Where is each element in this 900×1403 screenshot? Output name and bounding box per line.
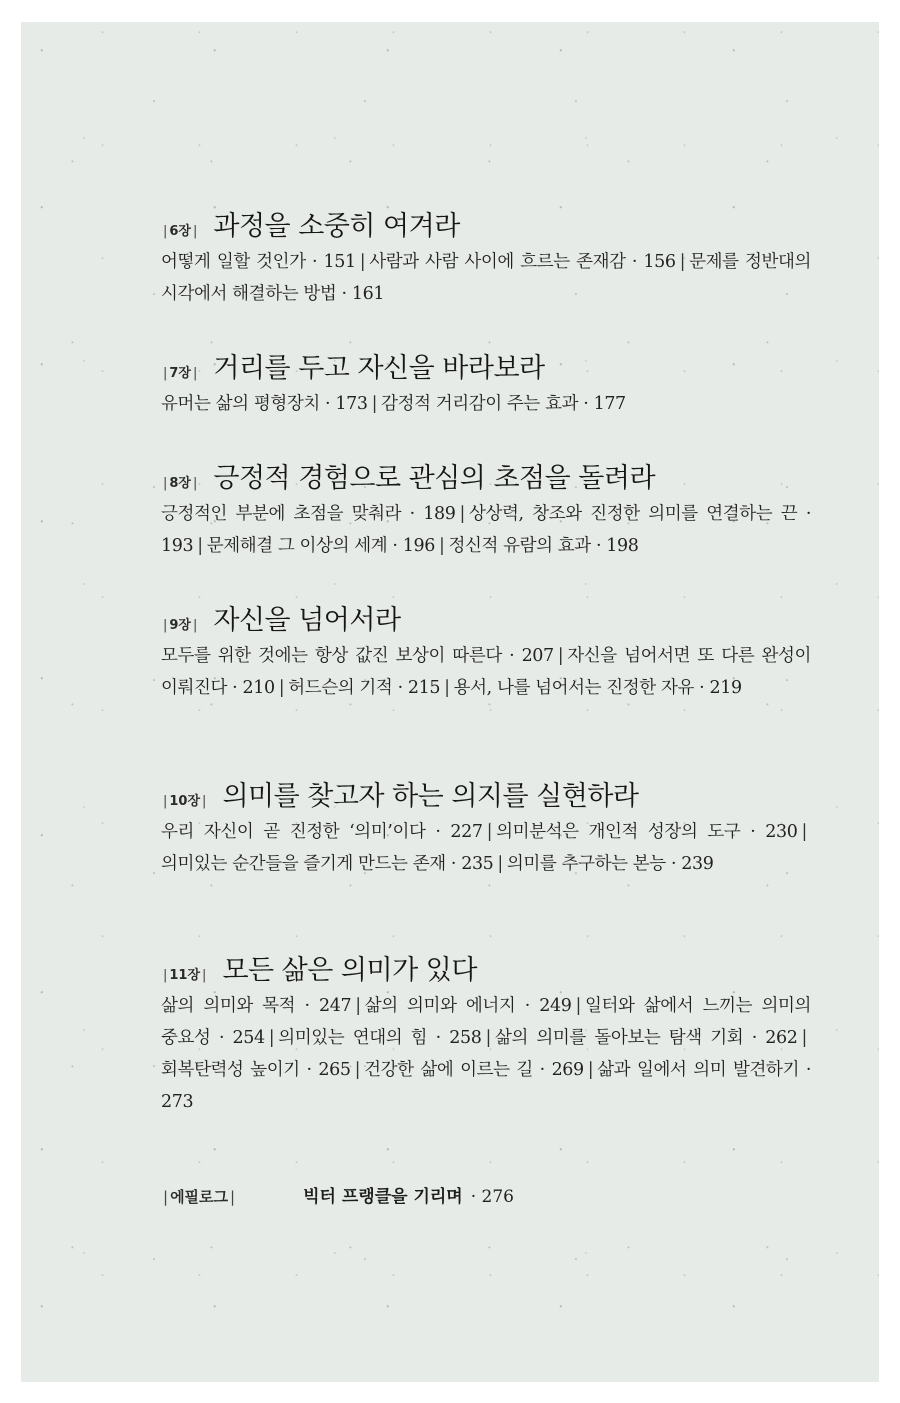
toc-entry[interactable]: 의미를 추구하는 본능 · 239 — [506, 854, 714, 874]
toc-entry[interactable]: 문제를 정반대의 시각에서 해결하는 방법 · 161 — [161, 252, 811, 304]
chapter-label: | 9장 | — [163, 618, 198, 633]
toc-entry[interactable]: 자신을 넘어서면 또 다른 완성이 이뤄진다 · 210 — [161, 646, 812, 698]
chapter-entries — [161, 498, 811, 562]
chapter-heading — [161, 774, 811, 814]
separator: | — [557, 646, 564, 666]
toc-entry[interactable]: 긍정적인 부분에 초점을 맞춰라 · 189 — [161, 504, 456, 524]
separator: | — [355, 996, 361, 1016]
separator: | — [354, 1060, 361, 1080]
toc-entry[interactable]: 의미있는 연대의 힘 · 258 — [278, 1028, 482, 1048]
chapter-title: 긍정적 경험으로 관심의 초점을 돌려라 — [213, 463, 656, 494]
chapter-title: 의미를 찾고자 하는 의지를 실현하라 — [222, 781, 639, 812]
toc-entry[interactable]: 삶의 의미와 목적 · 247 — [161, 996, 352, 1016]
chapter-title: 과정을 소중히 여겨라 — [213, 211, 460, 242]
toc-entry[interactable]: 삶의 의미와 에너지 · 249 — [364, 996, 572, 1016]
toc-entry[interactable]: 상상력, 창조와 진정한 의미를 연결하는 끈 · 193 — [161, 504, 811, 556]
chapter-label: | 11장 | — [163, 968, 207, 983]
chapter-label: | 8장 | — [163, 476, 198, 491]
chapter-heading — [161, 948, 811, 988]
toc-entry[interactable]: 사람과 사람 사이에 흐르는 존재감 · 156 — [369, 252, 676, 272]
toc-entry[interactable]: 의미있는 순간들을 즐기게 만드는 존재 · 235 — [161, 854, 494, 874]
chapter-label: | 10장 | — [163, 794, 207, 809]
toc-entry[interactable]: 정신적 유람의 효과 · 198 — [448, 536, 639, 556]
separator: | — [268, 1028, 275, 1048]
toc-entry[interactable]: 문제해결 그 이상의 세계 · 196 — [206, 536, 435, 556]
separator: | — [485, 1028, 491, 1048]
chapter-heading — [161, 346, 811, 386]
chapter-entries — [161, 990, 811, 1118]
chapter-label: | 7장 | — [163, 366, 198, 381]
chapter-8 — [161, 456, 811, 562]
toc-entry[interactable]: 모두를 위한 것에는 항상 값진 보상이 따른다 · 207 — [161, 646, 554, 666]
chapter-title: 거리를 두고 자신을 바라보라 — [213, 353, 545, 384]
toc-page — [21, 22, 879, 1382]
toc-entry[interactable]: 삶의 의미를 돌아보는 탐색 기회 · 262 — [494, 1028, 798, 1048]
epilogue-page: · 276 — [470, 1187, 514, 1207]
separator: | — [278, 678, 285, 698]
toc-entry[interactable]: 감정적 거리감이 주는 효과 · 177 — [381, 394, 626, 414]
chapter-entries — [161, 640, 811, 704]
separator: | — [459, 504, 465, 524]
toc-entry[interactable]: 의미분석은 개인적 성장의 도구 · 230 — [496, 822, 798, 842]
separator: | — [371, 394, 378, 414]
chapter-title: 자신을 넘어서라 — [213, 605, 401, 636]
epilogue — [161, 1182, 811, 1207]
chapter-entries — [161, 246, 811, 310]
toc-entry[interactable]: 허드슨의 기적 · 215 — [288, 678, 441, 698]
separator: | — [197, 536, 203, 556]
separator: | — [801, 822, 807, 842]
chapter-11 — [161, 948, 811, 1118]
separator: | — [497, 854, 503, 874]
epilogue-title[interactable]: 빅터 프랭클을 기리며 — [303, 1187, 463, 1207]
separator: | — [438, 536, 445, 556]
toc-entry[interactable]: 삶과 일에서 의미 발견하기 · 273 — [161, 1060, 811, 1112]
chapter-10 — [161, 774, 811, 880]
chapter-entries — [161, 388, 811, 420]
separator: | — [679, 252, 686, 272]
separator: | — [575, 996, 581, 1016]
epilogue-label: | 에필로그 | — [163, 1188, 236, 1206]
chapter-heading — [161, 204, 811, 244]
separator: | — [801, 1028, 807, 1048]
toc-entry[interactable]: 회복탄력성 높이기 · 265 — [161, 1060, 351, 1080]
toc-entry[interactable]: 용서, 나를 넘어서는 진정한 자유 · 219 — [453, 678, 742, 698]
chapter-label: | 6장 | — [163, 224, 198, 239]
separator: | — [444, 678, 450, 698]
toc-entry[interactable]: 어떻게 일할 것인가 · 151 — [161, 252, 356, 272]
chapter-6 — [161, 204, 811, 310]
separator: | — [486, 822, 493, 842]
toc-entry[interactable]: 일터와 삶에서 느끼는 의미의 중요성 · 254 — [161, 996, 811, 1048]
chapter-entries — [161, 816, 811, 880]
toc-entry[interactable]: 건강한 삶에 이르는 길 · 269 — [364, 1060, 584, 1080]
chapter-heading — [161, 456, 811, 496]
chapter-9 — [161, 598, 811, 704]
chapter-title: 모든 삶은 의미가 있다 — [222, 955, 477, 986]
separator: | — [587, 1060, 594, 1080]
toc-entry[interactable]: 우리 자신이 곧 진정한 ‘의미’이다 · 227 — [161, 822, 483, 842]
separator: | — [359, 252, 366, 272]
toc-entry[interactable]: 유머는 삶의 평형장치 · 173 — [161, 394, 368, 414]
chapter-7 — [161, 346, 811, 420]
chapter-heading — [161, 598, 811, 638]
